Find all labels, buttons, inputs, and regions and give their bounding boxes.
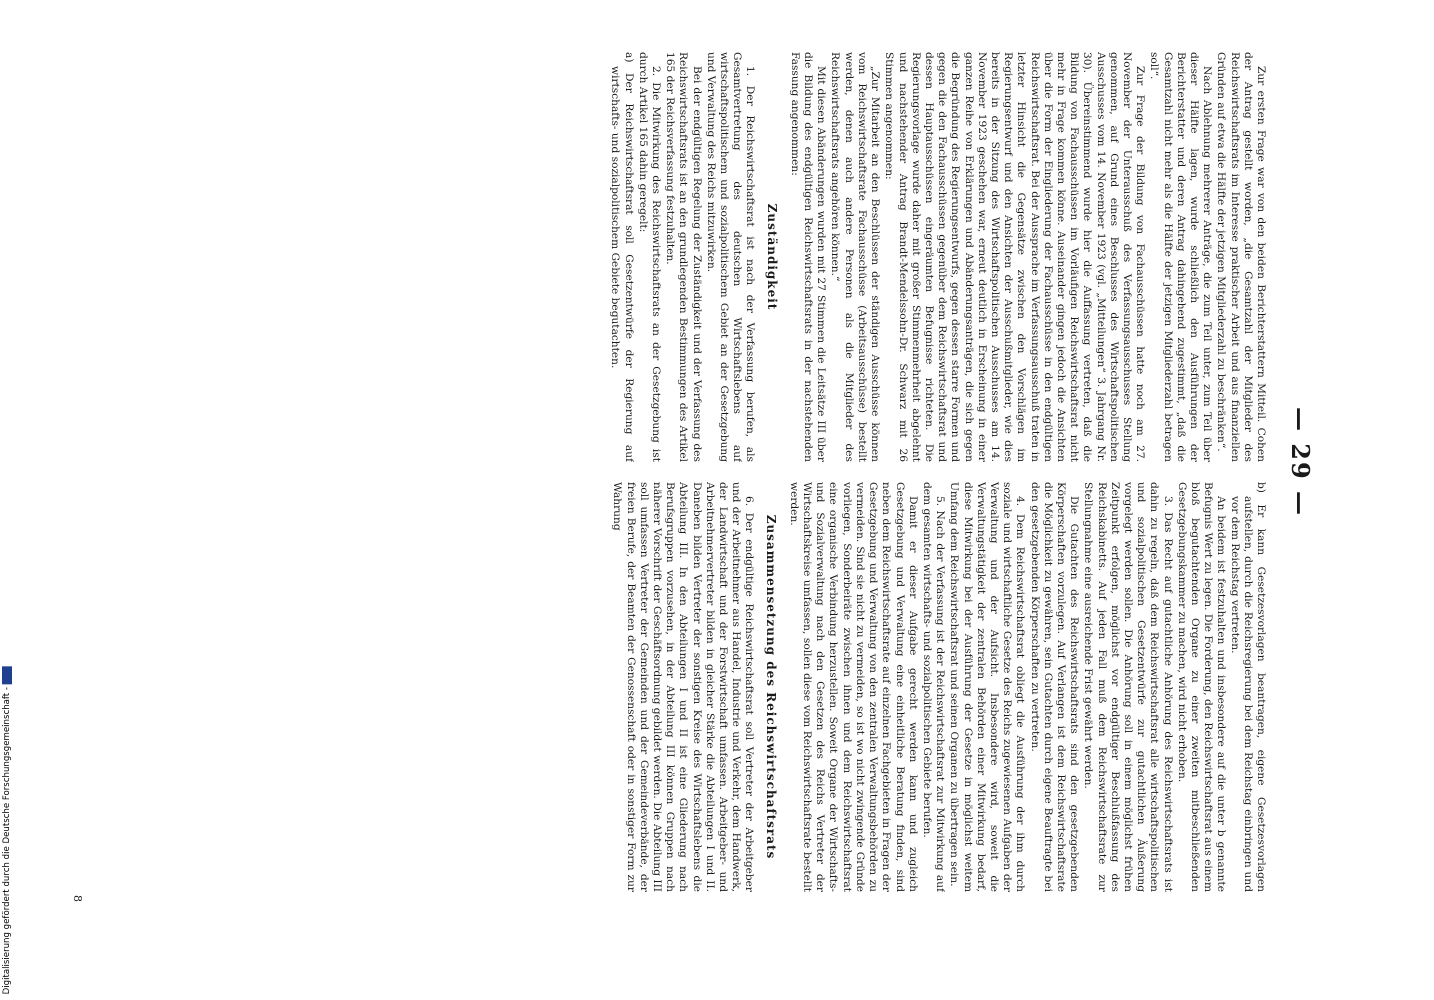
section-heading: Zusammensetzung des Reichswirtschaftsrats [763,514,778,860]
paragraph: 3. Das Recht auf gutachtliche Anhörung des Reichswirtschaftsrats ist dahin zu regeln, daß dem Reichswirtschaftsrat alle wirtschaftspolitischen und sozialpolitischen Gesetzentwürfe zur gutachtlichen Äußerung vorgelegt werden sollen. Die Anhörung soll in einem möglichst frühen Zeitpunkt erfolgen, möglichst vor endgültiger Beschlußfassung des Reichskabinetts. Auf jeden Fall muß dem Reichswirtschaftsrate zur Stellungnahme eine ausreichende Frist gewährt werden. [1082,482,1174,892]
page-number: — 29 — [1286,406,1315,518]
dfg-logo [2,666,12,684]
footer-page-marker: 8 [71,895,84,902]
document-page [65,12,1345,912]
digitization-credit [2,666,12,994]
paragraph: 5. Nach der Verfassung ist der Reichswirtschaftsrat zur Mitwirkung auf dem gesamten wirtschafts- und sozialpolitischen Gebiete berufen. [920,482,947,892]
left-column [97,52,1267,462]
paragraph: Nach Ablehnung mehrerer Anträge, die zum Teil unter, zum Teil über dieser Hälfte lagen, wurde schließlich den Ausführungen der Berichterstatter und deren Antrag dahingehend zugestimmt, „daß die Gesamtzahl nicht mehr als die Hälfte der jetzigen Mitgliederzahl betragen soll“. [1148,52,1214,462]
paragraph: Zur Frage der Bildung von Fachausschüssen hatte noch am 27. November der Unterausschuß des Verfassungsausschusses Stellung genommen, auf Grund eines Beschlusses des Wirtschaftspolitischen Ausschusses vom 14. November 1923 (vgl. „Mitteilungen“ 3. Jahrgang Nr. 30). Übereinstimmend wurde hier die Auffassung vertreten, daß die Bildung von Fachausschüssen im Vorläufigen Reichswirtschaftsrat nicht mehr in Frage kommen könne. Auseinander gingen jedoch die Ansichten über die Form der Eingliederung der Fachausschüsse in den endgültigen Reichswirtschaftsrat. Bei der Aussprache im Verfassungsausschuß traten in letzter Hinsicht die Gegensätze zwischen den Vorschlägen im Regierungsentwurf und den Ansichten der Ausschußmitglieder, wie dies bereits in der Sitzung des Wirtschaftspolitischen Ausschusses am 14. November 1923 geschehen war, erneut deutlich in Erscheinung in einer ganzen Reihe von Erklärungen und Abänderungsanträgen, die sich gegen die Begründung des Regierungsentwurfs, gegen dessen starre Formen und gegen die den Fachausschüssen gegenüber dem Reichswirtschaftsrat und dessen Hauptausschüssen eingeräumten Befugnisse richteten. Die Regierungsvorlage wurde daher mit großer Stimmenmehrheit abgelehnt und nachstehender Antrag Brandt-Mendelssohn-Dr. Schwarz mit 26 Stimmen angenommen: [883,52,1147,462]
paragraph-quote: „Zur Mitarbeit an den Beschlüssen der ständigen Ausschüsse können vom Reichswirtschaftsrate Fachausschüsse (Arbeitsausschüsse) bestellt werden, denen auch andere Personen als die Mitglieder des Reichswirtschaftsrats angehören können.“ [829,52,882,462]
paragraph: 4. Dem Reichswirtschaftsrat obliegt die Ausführung der ihm durch soziale und wirtschaftliche Gesetze des Reichs zugewiesenen Aufgaben der Verwaltung und der Aufsicht. Insbesondere wird, soweit die Verwaltungstätigkeit der zentralen Behörden einer Mitwirkung bedarf, diese Mitwirkung bei der Ausführung der Gesetze in möglichst weitem Umfang dem Reichswirtschaftsrat und seinen Organen zu übertragen sein. [948,482,1027,892]
list-item: a) Der Reichswirtschaftsrat soll Gesetzentwürfe der Regierung auf wirtschafts- und sozialpolitischem Gebiete begutachten. [609,52,635,462]
paragraph: 1. Der Reichswirtschaftsrat ist nach der Verfassung berufen, als Gesamtvertretung des deutschen Wirtschaftslebens auf wirtschaftspolitischem und sozialpolitischem Gebiet an der Gesetzgebung und Verwaltung des Reichs mitzuwirken. [704,52,757,462]
paragraph: Die Gutachten des Reichswirtschaftsrats sind den gesetzgebenden Körperschaften vorzulegen. Auf Verlangen ist dem Reichswirtschaftsrate die Möglichkeit zu gewähren, sein Gutachten durch eigene Beauftragte bei den gesetzgebenden Körperschaften zu vertreten. [1028,482,1081,892]
paragraph: Mit diesen Abänderungen wurden mit 27 Stimmen die Leitsätze III über die Bildung des endgültigen Reichswirtschaftsrats in der nachstehenden Fassung angenommen: [788,52,828,462]
paragraph: 6. Der endgültige Reichswirtschaftsrat soll Vertreter der Arbeitgeber und der Arbeitnehmer aus Handel, Industrie und Verkehr, dem Handwerk, der Landwirtschaft und der Forstwirtschaft umfassen. Arbeitgeber- und Arbeitnehmervertreter bilden in gleicher Stärke die Abteilungen I und II. Daneben bilden Vertreter der sonstigen Kreise des Wirtschaftslebens die Abteilung III. In den Abteilungen I und II ist eine Gliederung nach Berufsgruppen vorzusehen, in der Abteilung III können Gruppen nach näherer Vorschrift der Geschäftsordnung gebildet werden. Die Abteilung III soll umfassen Vertreter der Gemeinden und der Gemeindeverbände, der freien Berufe, der Beamten der Genossenschaft oder in sonstiger Form zur Wahrung [611,482,756,892]
right-column [97,482,1267,892]
paragraph: Damit er dieser Aufgabe gerecht werden kann und zugleich Gesetzgebung und Verwaltung eine einheitliche Beratung finden, sind neben dem Reichswirtschaftsrate auf einzelnen Fachgebieten in Fragen der Gesetzgebung und Verwaltung von den zentralen Verwaltungsbehörden zu vermeiden. Sind sie nicht zu vermeiden, so ist wo nicht zwingende Gründe vorliegen, Sonderbeiräte zwischen ihnen und dem Reichswirtschaftsrat eine organische Verbindung herzustellen. Soweit Organe der Wirtschafts- und Sozialverwaltung nach den Gesetzen des Reichs Vertreter der Wirtschaftskreise umfassen, sollen diese vom Reichswirtschaftsrate bestellt werden. [787,482,919,892]
list-item: b) Er kann Gesetzesvorlagen beantragen, eigene Gesetzesvorlagen aufstellen, durch die Reichsregierung bei dem Reichstag einbringen und vor dem Reichstag vertreten. [1228,482,1267,892]
paragraph: Zur ersten Frage war von den beiden Berichterstattern Mitteil. Cohen der Antrag gestellt worden, „die Gesamtzahl der Mitglieder des Reichswirtschaftsrats im Interesse praktischer Arbeit und aus finanziellen Gründen auf etwa die Hälfte der jetzigen Mitgliederzahl zu beschränken“. [1215,52,1267,462]
credit-text: Digitalisierung gefördert durch die Deutsche Forschungsgemeinschaft - [2,686,12,994]
paragraph: Bei der endgültigen Regelung der Zuständigkeit und der Verfassung des Reichswirtschaftsrats ist an den grundlegenden Bestimmungen des Artikel 165 der Reichsverfassung festzuhalten. [664,52,703,462]
paragraph: An beidem ist festzuhalten und insbesondere auf die unter b genannte Befugnis Wert zu legen. Die Forderung, den Reichswirtschaftsrat aus einem bloß begutachtenden Organe zu einer zweiten mitbeschließenden Gesetzgebungskammer zu machen, wird nicht erhoben. [1175,482,1228,892]
section-heading: Zuständigkeit [764,203,779,311]
paragraph: 2. Die Mitwirkung des Reichswirtschaftsrats an der Gesetzgebung ist durch Artikel 165 dahin geregelt: [636,52,663,462]
